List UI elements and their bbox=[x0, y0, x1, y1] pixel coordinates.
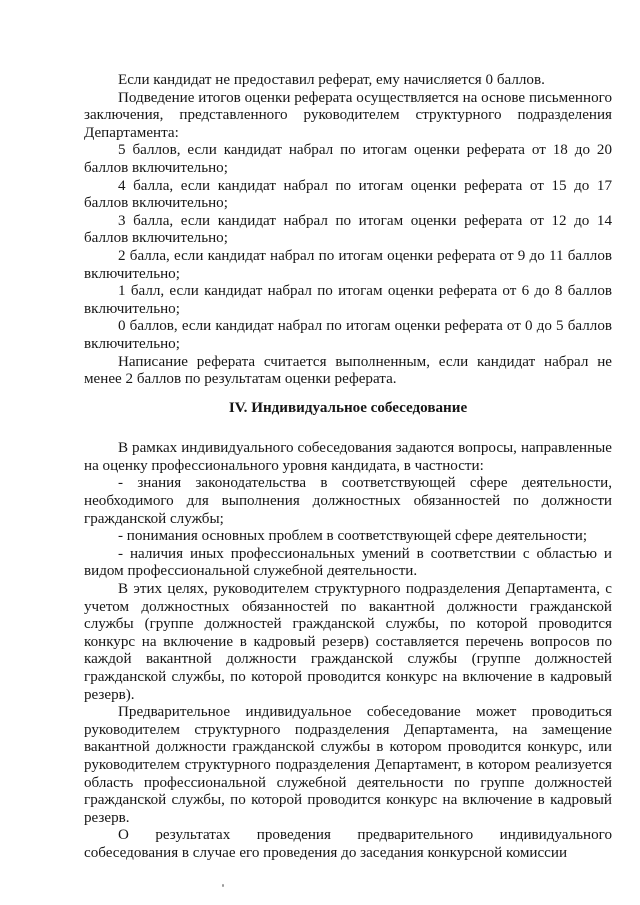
paragraph-interview-intro: В рамках индивидуального собеседования задаются вопросы, направленные на оценку профессионального уровня кандидата, в частности: bbox=[84, 440, 612, 474]
document-page bbox=[84, 72, 612, 863]
paragraph-question-list: В этих целях, руководителем структурного подразделения Департамента, с учетом должностных обязанностей по вакантной должности гражданской службы (группе должностей гражданской службы, по которой проводится конкурс на включение в кадровый резерв) составляется перечень вопросов по каждой вакантной должности гражданской службы (группе должностей гражданской службы, по которой проводится конкурс на включение в кадровый резерв). bbox=[84, 581, 612, 703]
paragraph-essay-passed: Написание реферата считается выполненным, если кандидат набрал не менее 2 баллов по результатам оценки реферата. bbox=[84, 353, 612, 388]
paragraph-score-2: 2 балла, если кандидат набрал по итогам оценки реферата от 9 до 11 баллов включительно; bbox=[84, 247, 612, 282]
paragraph-no-essay: Если кандидат не предоставил реферат, ему начисляется 0 баллов. bbox=[118, 72, 545, 88]
paragraph-preliminary-interview: Предварительное индивидуальное собеседование может проводиться руководителем структурного подразделения Департамента, на замещение вакантной должности гражданской службы в котором проводится конкурс, или руководителем структурного подразделения Департамент, в котором реализуется область профессиональной служебной деятельности по группе должностей гражданской службы, по которой проводится конкурс на включение в кадровый резерв. bbox=[84, 704, 612, 826]
paragraph-summary-basis: Подведение итогов оценки реферата осуществляется на основе письменного заключения, представленного руководителем структурного подразделения Департамента: bbox=[84, 89, 612, 141]
list-item-legislation: - знания законодательства в соответствующей сфере деятельности, необходимого для выполнения должностных обязанностей по должности гражданской службы; bbox=[84, 475, 612, 527]
list-item-skills: - наличия иных профессиональных умений в соответствии с областью и видом профессиональной служебной деятельности. bbox=[84, 545, 612, 580]
paragraph-score-0: 0 баллов, если кандидат набрал по итогам оценки реферата от 0 до 5 баллов включительно; bbox=[84, 318, 612, 352]
scan-speck bbox=[222, 884, 224, 887]
paragraph-results: О результатах проведения предварительного индивидуального собеседования в случае его проведения до заседания конкурсной комиссии bbox=[84, 827, 612, 861]
paragraph-score-3: 3 балла, если кандидат набрал по итогам оценки реферата от 12 до 14 баллов включительно; bbox=[84, 212, 612, 247]
paragraph-score-1: 1 балл, если кандидат набрал по итогам оценки реферата от 6 до 8 баллов включительно; bbox=[84, 283, 612, 317]
paragraph-score-5: 5 баллов, если кандидат набрал по итогам оценки реферата от 18 до 20 баллов включительно; bbox=[84, 142, 612, 176]
section-heading: IV. Индивидуальное собеседование bbox=[228, 399, 468, 416]
list-item-problems: - понимания основных проблем в соответствующей сфере деятельности; bbox=[118, 528, 588, 545]
paragraph-score-4: 4 балла, если кандидат набрал по итогам оценки реферата от 15 до 17 баллов включительно; bbox=[84, 177, 612, 212]
